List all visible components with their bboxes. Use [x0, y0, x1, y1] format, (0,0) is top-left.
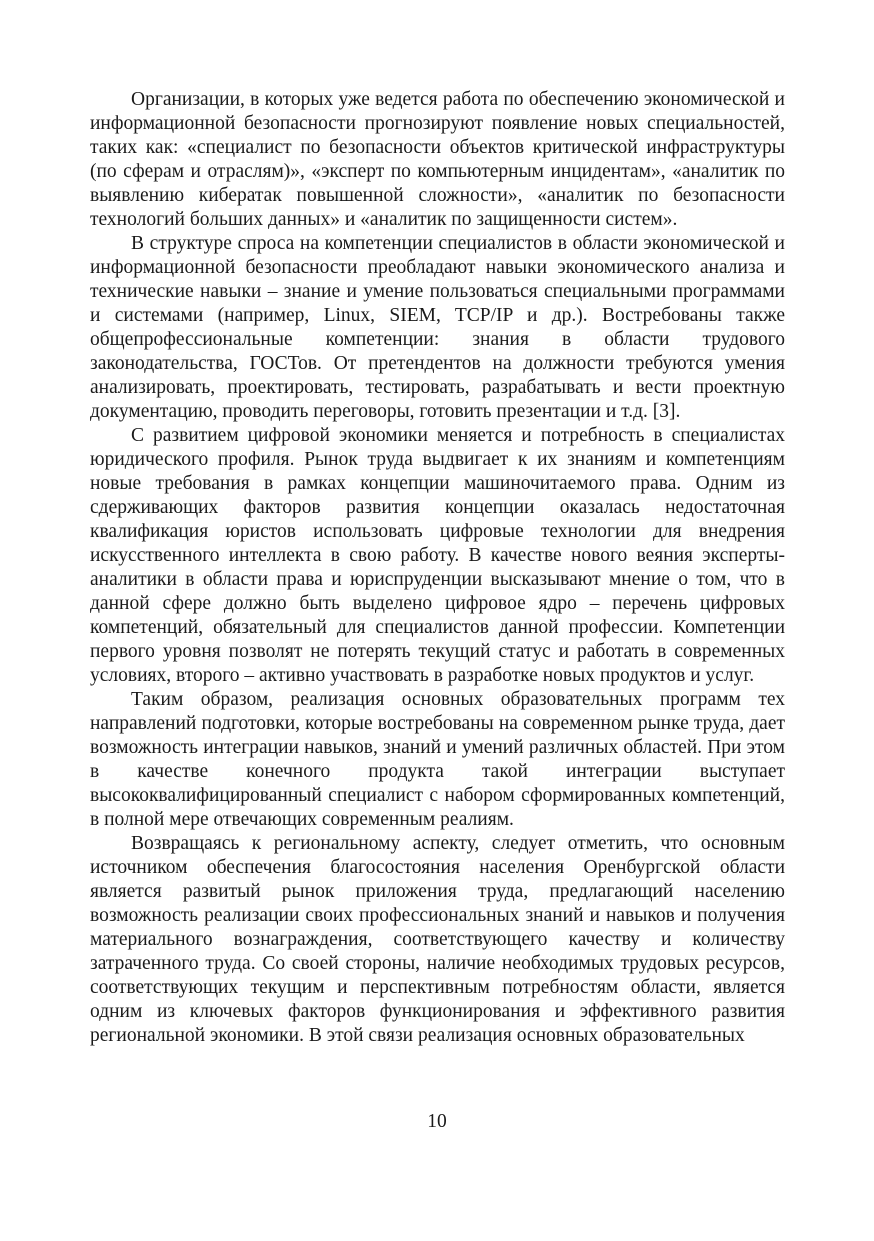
paragraph-4: Таким образом, реализация основных образовательных программ тех направлений подготовки, которые востребованы на современном рынке труда, дает возможность интеграции навыков, знаний и умений различных областей. При этом в качестве конечного продукта такой интеграции выступает высококвалифицированный специалист с набором сформированных компетенций, в полной мере отвечающих современным реалиям.: [90, 689, 785, 830]
paragraph-2: В структуре спроса на компетенции специалистов в области экономической и информационной безопасности преобладают навыки экономического анализа и технические навыки – знание и умение пользоваться специальными программами и системами (например, Linux, SIEM, TCP/IP и др.). Востребованы также общепрофессиональные компетенции: знания в области трудового законодательства, ГОСТов. От претендентов на должности требуются умения анализировать, проектировать, тестировать, разрабатывать и вести проектную документацию, проводить переговоры, готовить презентации и т.д. [3].: [90, 233, 785, 422]
paragraph-3: С развитием цифровой экономики меняется и потребность в специалистах юридического профиля. Рынок труда выдвигает к их знаниям и компетенциям новые требования в рамках концепции машиночитаемого права. Одним из сдерживающих факторов развития концепции оказалась недостаточная квалификация юристов использовать цифровые технологии для внедрения искусственного интеллекта в свою работу. В качестве нового веяния эксперты-аналитики в области права и юриспруденции высказывают мнение о том, что в данной сфере должно быть выделено цифровое ядро – перечень цифровых компетенций, обязательный для специалистов данной профессии. Компетенции первого уровня позволят не потерять текущий статус и работать в современных условиях, второго – активно участвовать в разработке новых продуктов и услуг.: [90, 425, 785, 686]
paragraph-1: Организации, в которых уже ведется работа по обеспечению экономической и информационной безопасности прогнозируют появление новых специальностей, таких как: «специалист по безопасности объектов критической инфраструктуры (по сферам и отраслям)», «эксперт по компьютерным инцидентам», «аналитик по выявлению кибератак повышенной сложности», «аналитик по безопасности технологий больших данных» и «аналитик по защищенности систем».: [90, 89, 785, 230]
document-body: [90, 88, 785, 1048]
paragraph-5: Возвращаясь к региональному аспекту, следует отметить, что основным источником обеспечения благосостояния населения Оренбургской области является развитый рынок приложения труда, предлагающий населению возможность реализации своих профессиональных знаний и навыков и получения материального вознаграждения, соответствующего качеству и количеству затраченного труда. Со своей стороны, наличие необходимых трудовых ресурсов, соответствующих текущим и перспективным потребностям области, является одним из ключевых факторов функционирования и эффективного развития региональной экономики. В этой связи реализация основных образовательных: [90, 833, 785, 1046]
page-number: 10: [427, 1111, 447, 1132]
